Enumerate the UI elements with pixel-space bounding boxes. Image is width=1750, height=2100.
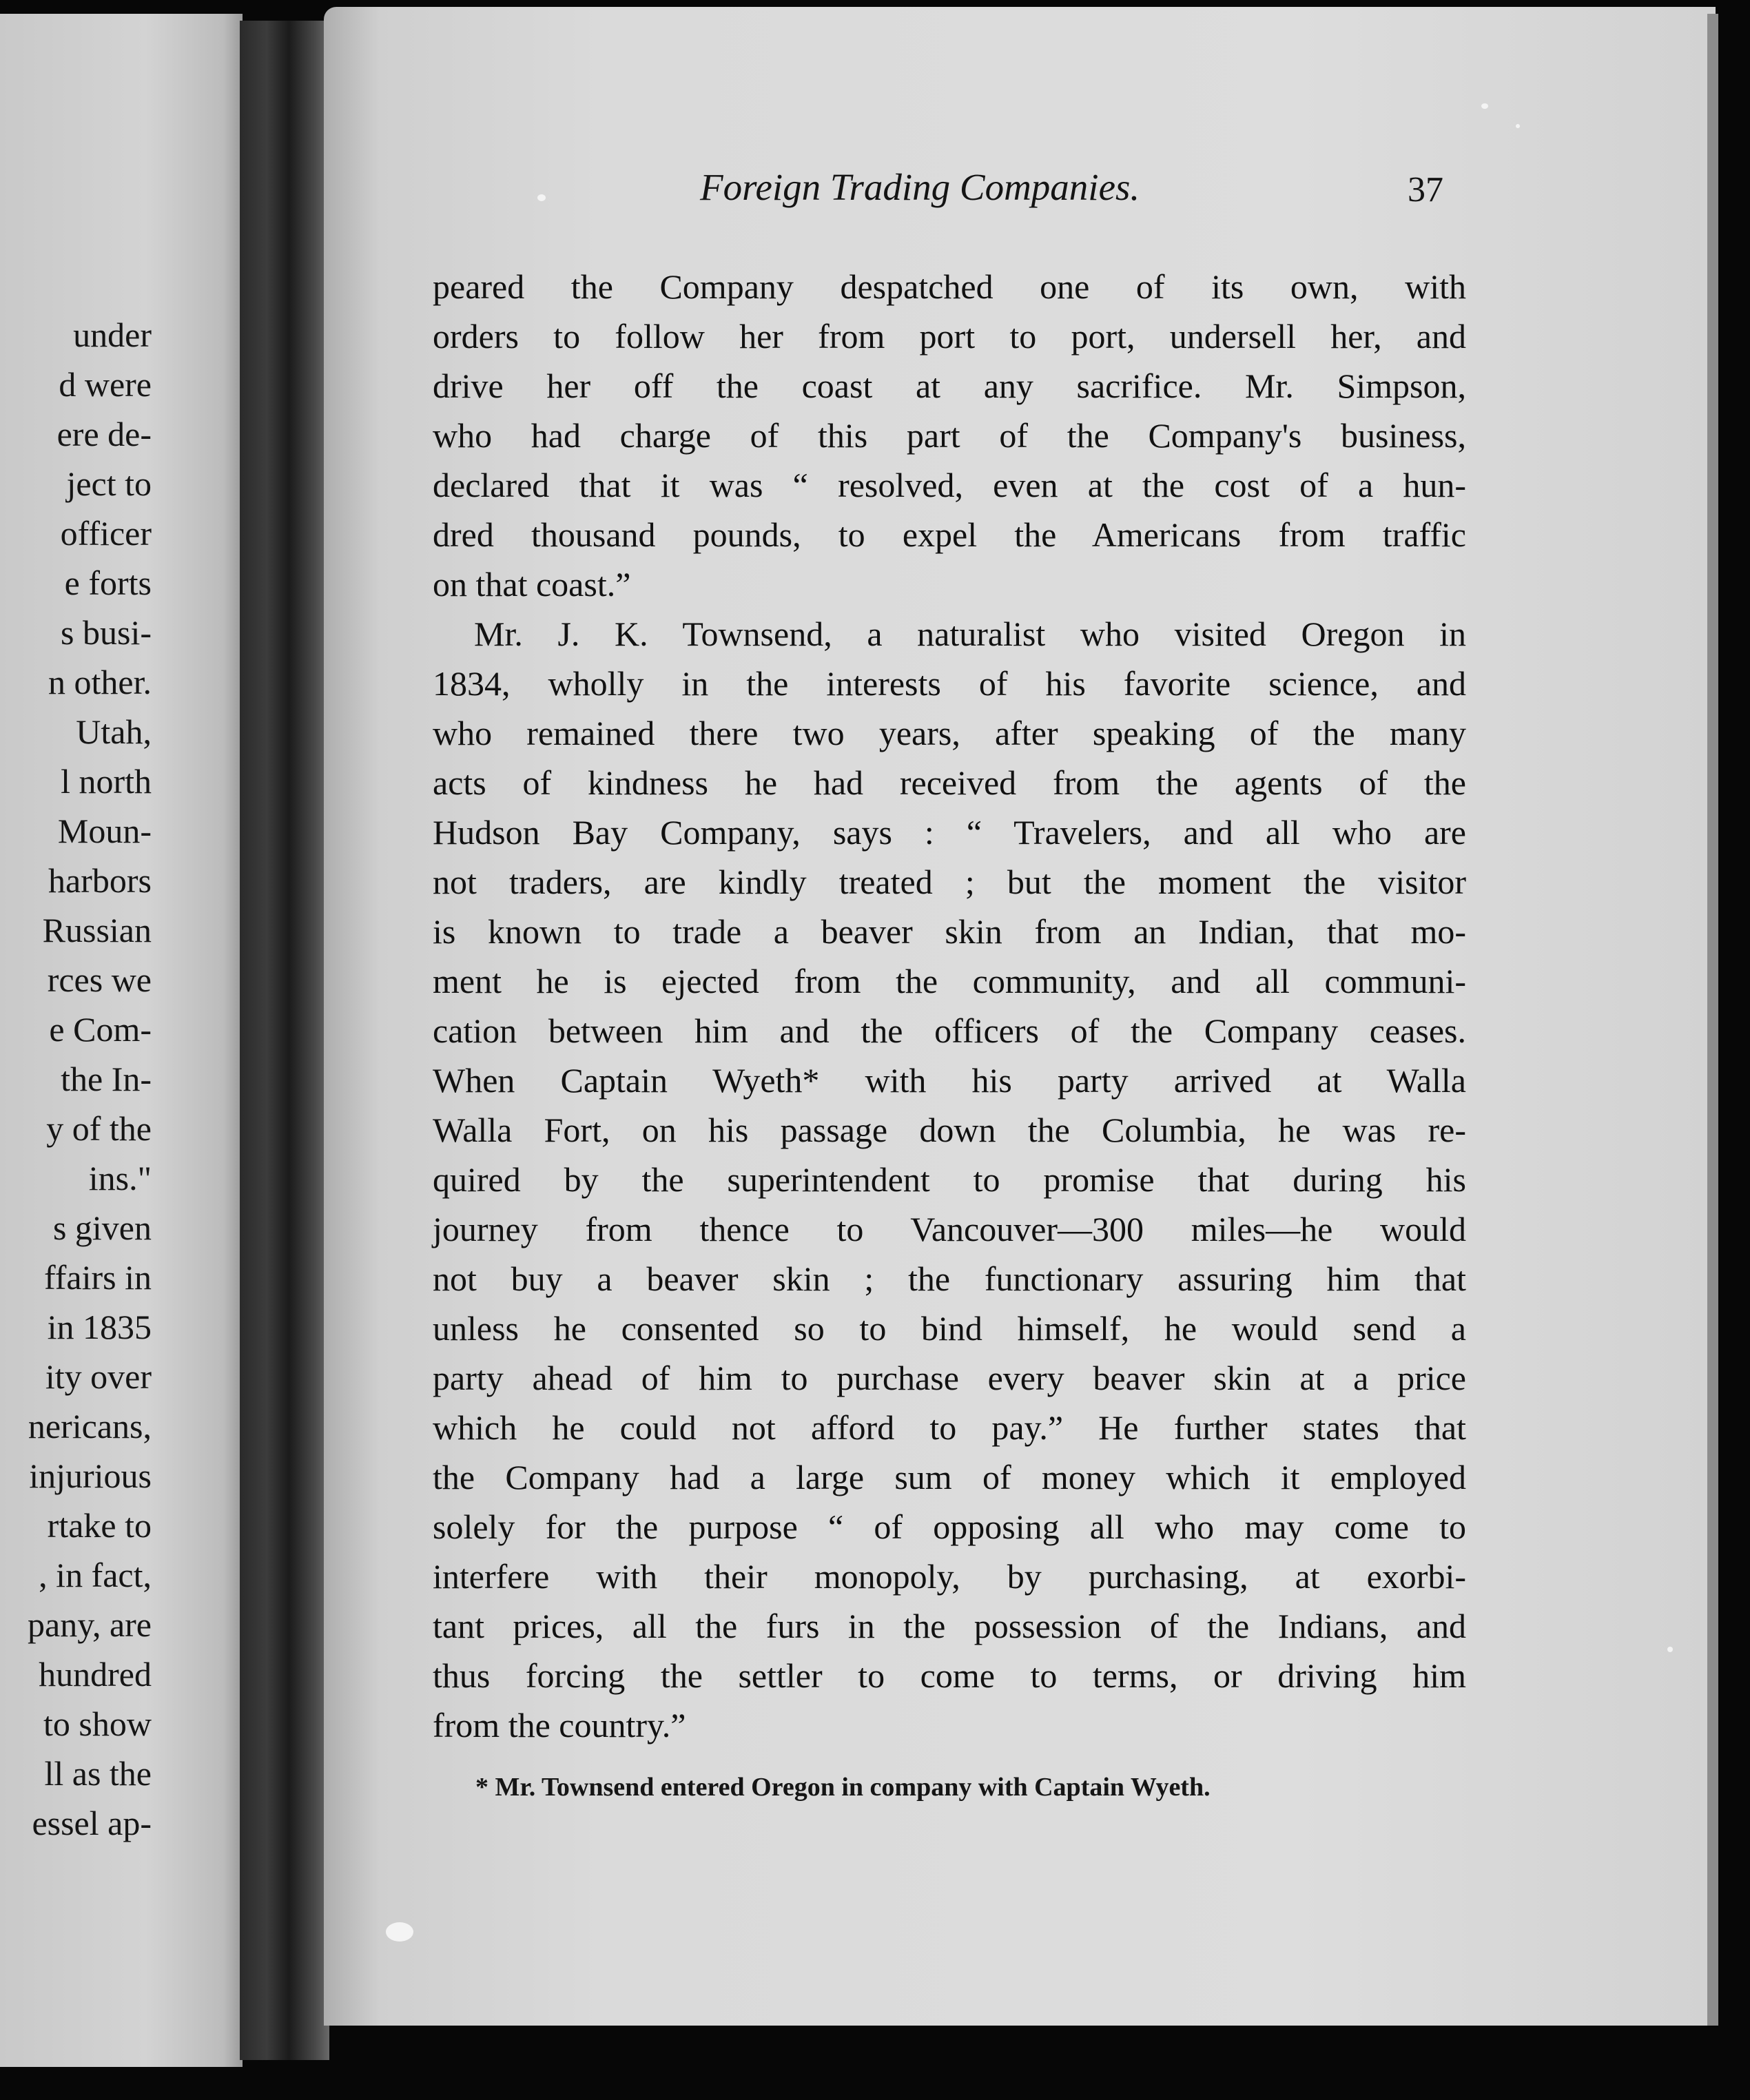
left-line: n other. bbox=[48, 663, 152, 701]
left-line: y of the bbox=[46, 1109, 152, 1148]
text-line: is known to trade a beaver skin from an Indian, that mo- bbox=[433, 912, 1466, 951]
text-line: solely for the purpose “ of opposing all who may come to bbox=[433, 1507, 1466, 1546]
scan-speck bbox=[1481, 103, 1488, 109]
text-line: quired by the superintendent to promise that during his bbox=[433, 1160, 1466, 1199]
left-line: harbors bbox=[48, 861, 152, 900]
text-line: declared that it was “ resolved, even at the cost of a hun- bbox=[433, 466, 1466, 504]
left-line: rtake to bbox=[47, 1506, 152, 1545]
left-line: ity over bbox=[45, 1357, 152, 1396]
left-line: s busi- bbox=[61, 613, 152, 652]
scan-speck bbox=[1516, 124, 1520, 128]
text-line: not traders, are kindly treated ; but the moment the visitor bbox=[433, 863, 1466, 901]
footnote: * Mr. Townsend entered Oregon in company with Captain Wyeth. bbox=[475, 1773, 1211, 1802]
left-line: essel ap- bbox=[32, 1804, 152, 1842]
text-line: When Captain Wyeth* with his party arrived at Walla bbox=[433, 1061, 1466, 1100]
scan-speck bbox=[537, 194, 546, 201]
left-line: Utah, bbox=[76, 712, 152, 751]
text-line: tant prices, all the furs in the possession of the Indians, and bbox=[433, 1607, 1466, 1645]
text-line: dred thousand pounds, to expel the Americans from traffic bbox=[433, 515, 1466, 554]
left-line: rces we bbox=[47, 960, 152, 999]
left-line: pany, are bbox=[28, 1605, 152, 1644]
left-line: ject to bbox=[66, 464, 152, 503]
book-gutter bbox=[240, 21, 329, 2060]
left-line: to show bbox=[43, 1705, 152, 1743]
text-line: party ahead of him to purchase every beaver skin at a price bbox=[433, 1359, 1466, 1397]
left-line: officer bbox=[60, 514, 152, 553]
text-line: which he could not afford to pay.” He further states that bbox=[433, 1408, 1466, 1447]
left-line: under bbox=[73, 316, 152, 354]
text-line: acts of kindness he had received from the agents of the bbox=[433, 763, 1466, 802]
text-line: drive her off the coast at any sacrifice. Mr. Simpson, bbox=[433, 367, 1466, 405]
left-line: Moun- bbox=[57, 812, 152, 850]
text-line: cation between him and the officers of the Company ceases. bbox=[433, 1011, 1466, 1050]
text-line: not buy a beaver skin ; the functionary assuring him that bbox=[433, 1259, 1466, 1298]
page-number: 37 bbox=[1408, 170, 1443, 209]
text-line: 1834, wholly in the interests of his favorite science, and bbox=[433, 664, 1466, 703]
left-line: e forts bbox=[64, 564, 152, 602]
text-line: the Company had a large sum of money which it employed bbox=[433, 1458, 1466, 1496]
text-line: orders to follow her from port to port, undersell her, and bbox=[433, 317, 1466, 356]
scan-speck bbox=[1667, 1647, 1673, 1652]
left-line: ll as the bbox=[44, 1754, 152, 1793]
text-line: ment he is ejected from the community, and all communi- bbox=[433, 962, 1466, 1000]
left-line: in 1835 bbox=[47, 1308, 152, 1346]
text-line: peared the Company despatched one of its own, with bbox=[433, 267, 1466, 306]
left-page-text bbox=[0, 310, 152, 1848]
body-text bbox=[433, 262, 1466, 1750]
left-line: Russian bbox=[42, 911, 152, 949]
text-line: Mr. J. K. Townsend, a naturalist who visited Oregon in bbox=[474, 615, 1466, 653]
left-line: s given bbox=[52, 1208, 152, 1247]
left-line: the In- bbox=[61, 1060, 152, 1098]
page-edge bbox=[1707, 14, 1718, 2026]
scan-speck bbox=[386, 1922, 413, 1942]
text-line: thus forcing the settler to come to terms, or driving him bbox=[433, 1656, 1466, 1695]
text-line: who remained there two years, after speaking of the many bbox=[433, 714, 1466, 752]
text-line: from the country.” bbox=[433, 1706, 686, 1744]
left-line: ffairs in bbox=[44, 1258, 152, 1297]
left-page bbox=[0, 14, 243, 2067]
left-line: , in fact, bbox=[39, 1556, 152, 1594]
left-line: d were bbox=[59, 365, 152, 404]
left-line: l north bbox=[61, 762, 152, 801]
left-line: ins." bbox=[88, 1159, 152, 1197]
text-line: on that coast.” bbox=[433, 565, 631, 604]
text-line: interfere with their monopoly, by purchasing, at exorbi- bbox=[433, 1557, 1466, 1596]
text-line: Hudson Bay Company, says : “ Travelers, and all who are bbox=[433, 813, 1466, 852]
text-line: who had charge of this part of the Company's business, bbox=[433, 416, 1466, 455]
left-line: injurious bbox=[29, 1456, 152, 1495]
left-line: hundred bbox=[39, 1655, 152, 1694]
left-line: nericans, bbox=[28, 1407, 152, 1445]
text-line: unless he consented so to bind himself, he would send a bbox=[433, 1309, 1466, 1348]
text-line: Walla Fort, on his passage down the Columbia, he was re- bbox=[433, 1111, 1466, 1149]
left-line: ere de- bbox=[56, 415, 152, 453]
left-line: e Com- bbox=[49, 1010, 152, 1049]
running-title: Foreign Trading Companies. bbox=[700, 166, 1140, 208]
text-line: journey from thence to Vancouver—300 miles—he would bbox=[433, 1210, 1466, 1248]
